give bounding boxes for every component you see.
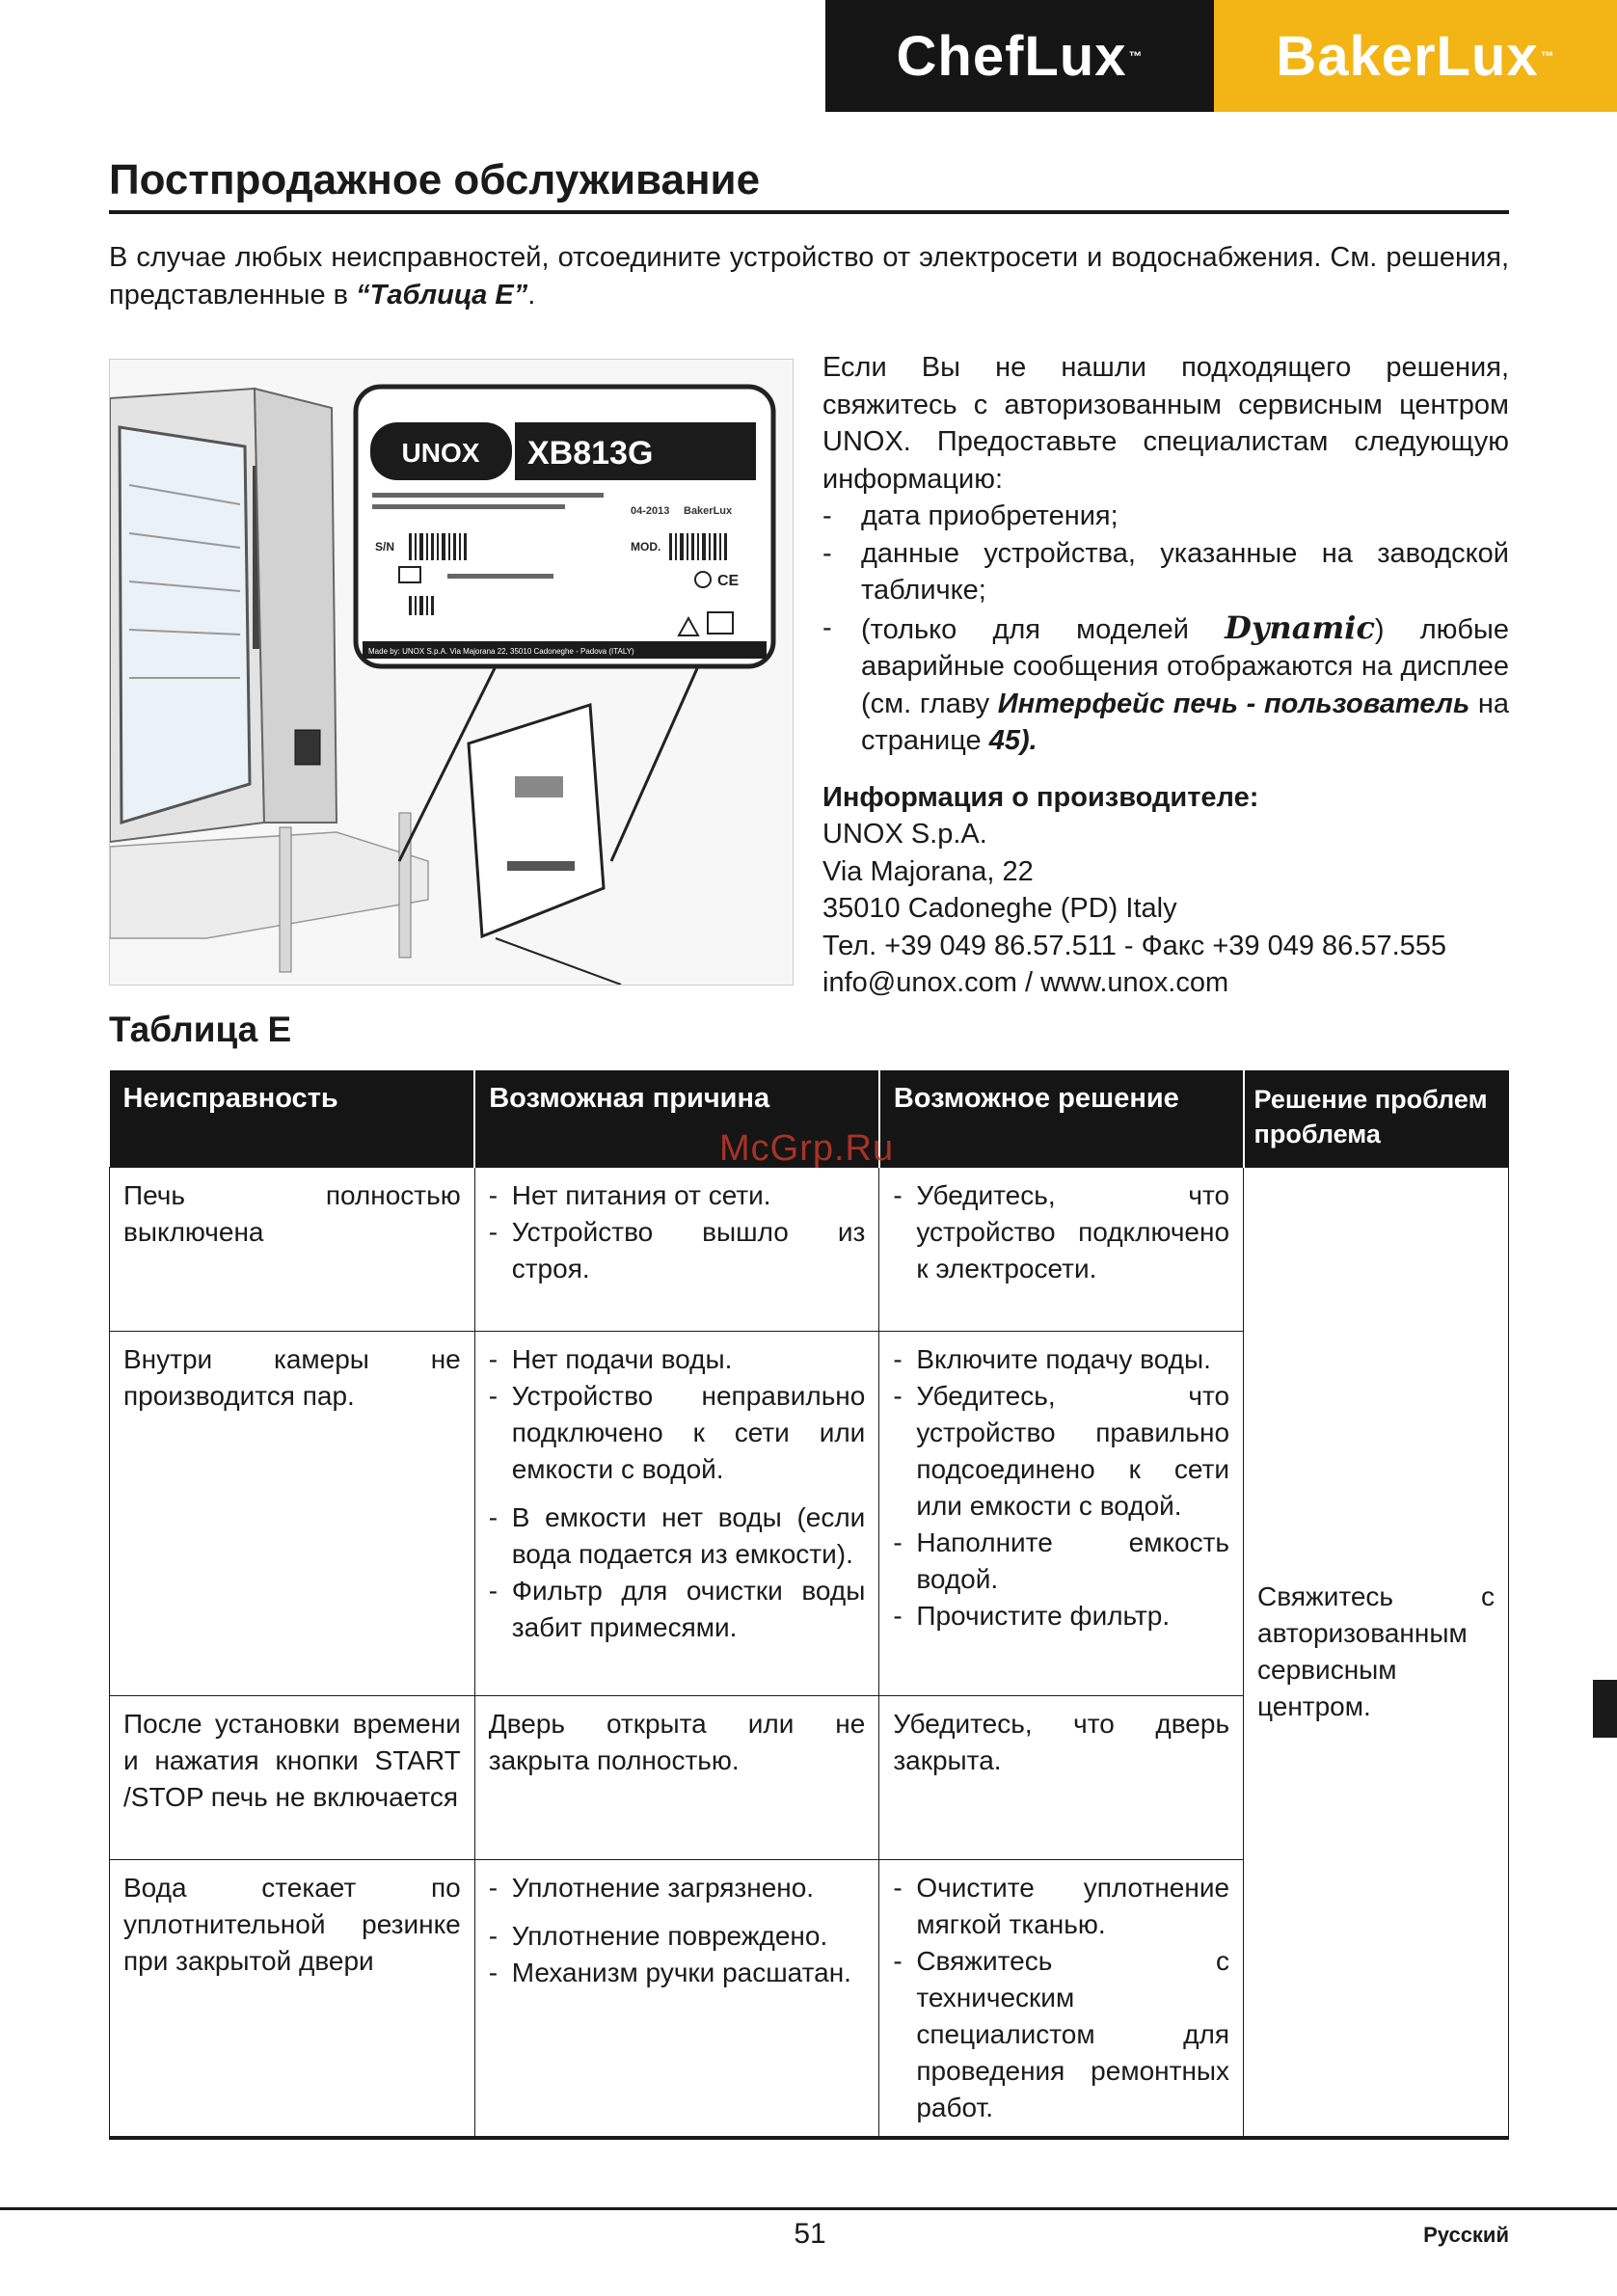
info-item-device-data: - данные устройства, указанные на заводской табличке;: [822, 535, 1509, 609]
brand-bakerlux-label: BakerLux: [1276, 24, 1539, 88]
oven-drawing: [110, 360, 793, 985]
contact-intro: Если Вы не нашли подходящего решения, свяжитесь с авторизованным сервисным центром UNOX. Предоставьте специалистам следующую информацию:: [822, 352, 1509, 495]
intro-paragraph: [109, 239, 1509, 314]
rating-plate-illustration: [109, 359, 794, 986]
info-item-purchase-date: - дата приобретения;: [822, 498, 1509, 535]
fault-cell: Печь полностью выключена: [110, 1168, 475, 1332]
info-item-dynamic: [822, 609, 1509, 760]
plate-sn-label: S/N: [375, 540, 395, 554]
remedy-cell: [879, 1332, 1244, 1696]
title-rule: [109, 210, 1509, 214]
plate-mod-label: MOD.: [631, 540, 661, 554]
plate-logo: UNOX: [401, 438, 480, 468]
plate-date: 04-2013: [631, 505, 670, 517]
cause-cell: [474, 1168, 879, 1332]
plate-footer-line: Made by: UNOX S.p.A. Via Majorana 22, 35010 Cadoneghe - Padova (ITALY): [368, 647, 634, 656]
watermark: McGrp.Ru: [719, 1128, 895, 1169]
fault-cell: Внутри камеры не производится пар.: [110, 1332, 475, 1696]
troubleshooting-table: [109, 1070, 1509, 2140]
cause-item: - Устройство вышло из строя.: [489, 1214, 866, 1287]
page-number: 51: [794, 2218, 826, 2250]
header-solution: Решение проблем проблема: [1244, 1070, 1509, 1168]
dynamic-prefix: (только для моделей: [861, 613, 1226, 645]
remedy-item: - Наполните емкость водой.: [893, 1525, 1229, 1598]
footer-language: Русский: [1423, 2223, 1509, 2247]
intro-table-ref: “Таблица E”: [356, 280, 528, 311]
brand-bakerlux: [1214, 0, 1617, 112]
dynamic-page-ref: 45).: [988, 725, 1038, 756]
plate-model: XB813G: [527, 435, 654, 472]
remedy-item: - Включите подачу воды.: [893, 1341, 1229, 1378]
cause-item: - Устройство неправильно подключено к сети или емкости с водой.: [489, 1378, 866, 1488]
brand-cheflux-tm: ™: [1128, 48, 1144, 64]
cause-item: - Нет подачи воды.: [489, 1341, 866, 1378]
footer-rule: [0, 2207, 1617, 2210]
remedy-cell: [879, 1168, 1244, 1332]
table-row: [110, 1168, 1509, 1332]
cause-cell: Дверь открыта или не закрыта полностью.: [474, 1696, 879, 1860]
intro-end: .: [527, 280, 536, 311]
remedy-item: - Свяжитесь с техническим специалистом для проведения ремонтных работ.: [893, 1943, 1229, 2126]
manufacturer-info: [822, 779, 1509, 1002]
dynamic-mid: ) любые аварийные сообщения отображаются на дисплее (см. главу: [861, 613, 1509, 719]
page-title: Постпродажное обслуживание: [109, 156, 761, 203]
cause-item: - Фильтр для очистки воды забит примесями.: [489, 1573, 866, 1646]
remedy-cell: [879, 1860, 1244, 2139]
brand-cheflux-label: ChefLux: [896, 24, 1127, 88]
svg-text:CE: CE: [717, 573, 740, 589]
header-remedy: Возможное решение: [879, 1070, 1244, 1168]
plate-line: BakerLux: [684, 505, 733, 517]
cause-item: - Нет питания от сети.: [489, 1177, 866, 1214]
section-side-tab: [1593, 1680, 1617, 1738]
cause-cell: [474, 1860, 879, 2139]
brand-bar: [825, 0, 1617, 112]
cause-item: - В емкости нет воды (если вода подается из емкости).: [489, 1499, 866, 1573]
dynamic-chapter-ref: Интерфейс печь - пользователь: [997, 688, 1470, 719]
table-title: Таблица E: [109, 1010, 292, 1049]
manufacturer-web: info@unox.com / www.unox.com: [822, 967, 1229, 998]
remedy-item: - Прочистите фильтр.: [893, 1598, 1229, 1634]
remedy-item: - Убедитесь, что устройство подключено к электросети.: [893, 1177, 1229, 1287]
dynamic-logo: Dynamic: [1225, 608, 1375, 646]
brand-cheflux: [825, 0, 1214, 112]
manufacturer-company: UNOX S.p.A.: [822, 819, 987, 850]
manufacturer-city: 35010 Cadoneghe (PD) Italy: [822, 893, 1177, 924]
intro-text: В случае любых неисправностей, отсоедините устройство от электросети и водоснабжения. См. решения, представленные в: [109, 242, 1509, 311]
remedy-item: - Убедитесь, что устройство правильно подсоединено к сети или емкости с водой.: [893, 1378, 1229, 1525]
contact-section: [822, 349, 1509, 1002]
manufacturer-street: Via Majorana, 22: [822, 855, 1034, 887]
header-cause: Возможная причина: [474, 1070, 879, 1168]
cause-item: - Уплотнение повреждено.: [489, 1918, 866, 1955]
header-fault: Неисправность: [110, 1070, 475, 1168]
remedy-cell: Убедитесь, что дверь закрыта.: [879, 1696, 1244, 1860]
manufacturer-phone: Тел. +39 049 86.57.511 - Факс +39 049 86.57.555: [822, 930, 1447, 961]
contact-info-list: [822, 498, 1509, 760]
cause-item: - Механизм ручки расшатан.: [489, 1955, 866, 1991]
cause-cell: [474, 1332, 879, 1696]
fault-cell: Вода стекает по уплотнительной резинке при закрытой двери: [110, 1860, 475, 2139]
cause-item: - Уплотнение загрязнено.: [489, 1870, 866, 1906]
manufacturer-heading: Информация о производителе:: [822, 781, 1259, 813]
dynamic-mid2: на странице: [861, 688, 1509, 756]
solution-cell: Свяжитесь с авторизованным сервисным центром.: [1244, 1168, 1509, 2139]
fault-cell: После установки времени и нажатия кнопки START /STOP печь не включается: [110, 1696, 475, 1860]
remedy-item: - Очистите уплотнение мягкой тканью.: [893, 1870, 1229, 1943]
brand-bakerlux-tm: ™: [1540, 48, 1555, 64]
